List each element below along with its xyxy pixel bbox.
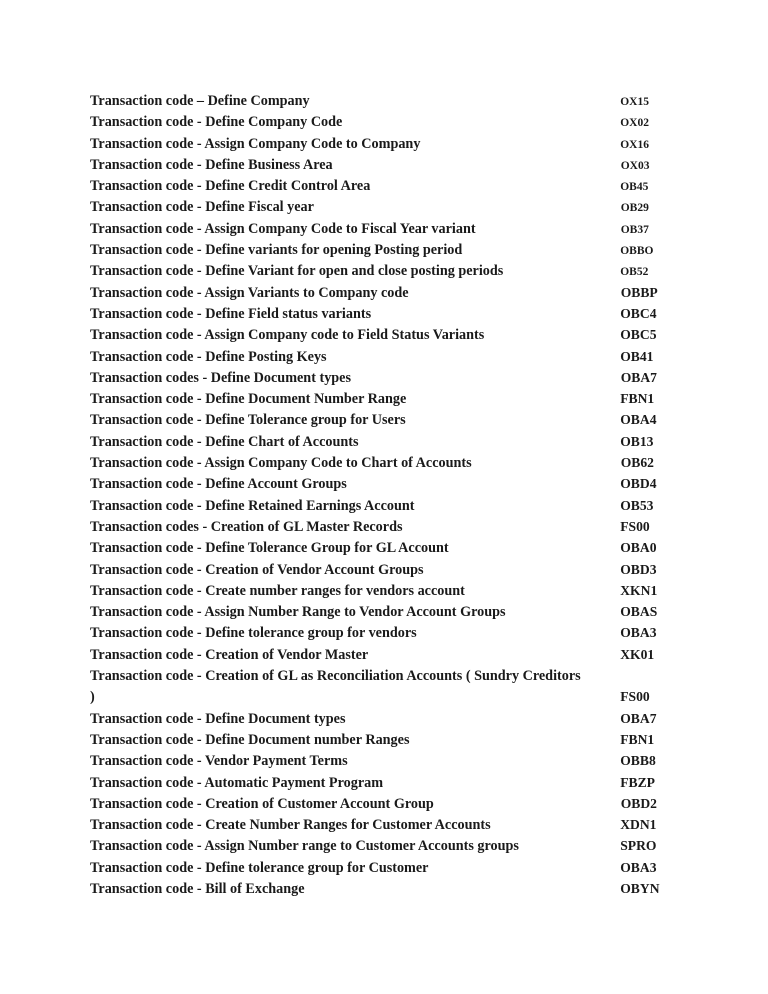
transaction-code: OBC4 — [620, 305, 657, 321]
transaction-description: Transaction code - Vendor Payment Terms — [90, 753, 348, 770]
transaction-description: Transaction code - Define Document Number Range — [90, 391, 407, 408]
transaction-code: SPRO — [620, 838, 657, 854]
transaction-description: Transaction code - Create Number Ranges for Customer Accounts — [90, 817, 491, 834]
transaction-row — [90, 370, 690, 391]
transaction-code: OB13 — [620, 433, 654, 449]
transaction-description: Transaction code - Define Variant for open and close posting periods — [90, 263, 504, 280]
transaction-code: OBA0 — [620, 540, 657, 556]
transaction-description: Transaction codes - Creation of GL Master Records — [90, 518, 403, 535]
transaction-code: OX16 — [620, 138, 649, 151]
transaction-description: Transaction code - Assign Number range to Customer Accounts groups — [90, 838, 519, 855]
transaction-code: FBZP — [620, 774, 655, 790]
transaction-row — [90, 391, 690, 412]
transaction-code: FBN1 — [620, 391, 655, 407]
transaction-row — [90, 625, 690, 646]
transaction-code: OBA7 — [620, 369, 657, 385]
transaction-code: OX15 — [620, 96, 649, 108]
transaction-description: Transaction code - Assign Company Code to Chart of Accounts — [90, 455, 472, 472]
transaction-description: Transaction code - Creation of Vendor Master — [90, 646, 369, 663]
transaction-description: Transaction code - Define Account Groups — [90, 476, 347, 493]
transaction-code: OX02 — [620, 117, 649, 130]
transaction-row — [90, 221, 690, 242]
transaction-row — [90, 732, 690, 753]
transaction-row — [90, 540, 690, 561]
transaction-description: Transaction code - Create number ranges for vendors account — [90, 582, 465, 599]
transaction-row — [90, 860, 690, 881]
transaction-row — [90, 199, 690, 220]
transaction-code: FS00 — [620, 689, 650, 705]
transaction-description: Transaction code - Define Document number Ranges — [90, 731, 410, 748]
transaction-description: Transaction code - Define Fiscal year — [90, 199, 314, 216]
transaction-description: Transaction code - Define tolerance group for vendors — [90, 625, 417, 642]
transaction-code: XKN1 — [620, 582, 658, 598]
transaction-description: Transaction code - Define Company Code — [90, 114, 343, 131]
transaction-row — [90, 711, 690, 732]
transaction-row — [90, 476, 690, 497]
transaction-row — [90, 412, 690, 433]
transaction-code: OB62 — [620, 455, 654, 471]
transaction-description: Transaction code - Define Chart of Accounts — [90, 433, 359, 450]
transaction-description: Transaction code - Define Retained Earnings Account — [90, 497, 415, 514]
transaction-row — [90, 434, 690, 455]
transaction-row — [90, 285, 690, 306]
transaction-code: OBBO — [620, 245, 654, 258]
transaction-description: Transaction code - Define Posting Keys — [90, 348, 327, 365]
transaction-code: OB45 — [620, 181, 649, 194]
transaction-code: OBA4 — [620, 412, 657, 428]
transaction-code-list — [90, 93, 690, 902]
transaction-code: OBA7 — [620, 710, 657, 726]
transaction-row — [90, 604, 690, 625]
transaction-code: OBB8 — [620, 753, 656, 769]
transaction-row — [90, 796, 690, 817]
transaction-description: Transaction code - Define tolerance group for Customer — [90, 859, 429, 876]
transaction-code: OBYN — [620, 880, 660, 896]
transaction-row — [90, 519, 690, 540]
transaction-row — [90, 881, 690, 902]
transaction-row — [90, 817, 690, 838]
transaction-description-continuation: ) — [90, 689, 95, 706]
transaction-description: Transaction code – Define Company — [90, 93, 310, 109]
transaction-row — [90, 498, 690, 519]
transaction-row-wrapped-line1 — [90, 668, 690, 689]
transaction-description: Transaction code - Assign Number Range to Vendor Account Groups — [90, 604, 506, 621]
transaction-description: Transaction code - Define Business Area — [90, 156, 333, 173]
transaction-row — [90, 349, 690, 370]
transaction-code: FBN1 — [620, 731, 655, 747]
transaction-row — [90, 93, 690, 114]
transaction-code: XDN1 — [620, 817, 657, 833]
transaction-description: Transaction code - Creation of Vendor Account Groups — [90, 561, 424, 578]
transaction-description: Transaction code - Define Credit Control Area — [90, 178, 371, 195]
transaction-description: Transaction code - Define Tolerance Group for GL Account — [90, 540, 449, 557]
transaction-code: OX03 — [620, 159, 650, 172]
transaction-description: Transaction code - Define variants for opening Posting period — [90, 242, 463, 259]
transaction-code: OBD3 — [620, 561, 657, 577]
transaction-code: OBBP — [620, 284, 658, 300]
transaction-description: Transaction code - Bill of Exchange — [90, 880, 305, 897]
transaction-description: Transaction code - Assign Variants to Company code — [90, 284, 409, 301]
transaction-row — [90, 562, 690, 583]
transaction-row — [90, 583, 690, 604]
transaction-description: Transaction code - Creation of GL as Reconciliation Accounts ( Sundry Creditors — [90, 668, 581, 685]
transaction-row — [90, 136, 690, 157]
transaction-code: OBD4 — [620, 476, 657, 492]
transaction-row — [90, 647, 690, 668]
transaction-description: Transaction code - Assign Company Code to Fiscal Year variant — [90, 220, 476, 237]
transaction-code: OB52 — [620, 266, 649, 279]
transaction-description: Transaction code - Define Tolerance group for Users — [90, 412, 406, 429]
transaction-code: OBA3 — [620, 859, 657, 875]
transaction-row — [90, 455, 690, 476]
transaction-description: Transaction code - Assign Company Code to Company — [90, 135, 421, 152]
transaction-description: Transaction code - Creation of Customer Account Group — [90, 795, 434, 812]
transaction-description: Transaction code - Define Field status variants — [90, 305, 372, 322]
transaction-row — [90, 114, 690, 135]
transaction-code: OB29 — [620, 202, 649, 215]
transaction-code: OBC5 — [620, 327, 657, 343]
transaction-code: OBAS — [620, 604, 658, 620]
transaction-code: OB41 — [620, 348, 654, 364]
transaction-row — [90, 775, 690, 796]
transaction-code: OB53 — [620, 497, 654, 513]
transaction-description: Transaction code - Define Document types — [90, 710, 346, 727]
transaction-code: OBA3 — [620, 625, 657, 641]
transaction-code: OBD2 — [620, 795, 657, 811]
transaction-row — [90, 306, 690, 327]
transaction-row — [90, 157, 690, 178]
transaction-description: Transaction code - Automatic Payment Program — [90, 774, 384, 791]
transaction-code: XK01 — [620, 646, 655, 662]
transaction-row-wrapped-line2 — [90, 689, 690, 710]
transaction-row — [90, 838, 690, 859]
transaction-row — [90, 263, 690, 284]
transaction-row — [90, 753, 690, 774]
transaction-row — [90, 178, 690, 199]
transaction-row — [90, 242, 690, 263]
transaction-code: FS00 — [620, 518, 650, 534]
transaction-row — [90, 327, 690, 348]
transaction-description: Transaction codes - Define Document types — [90, 369, 351, 386]
transaction-code: OB37 — [620, 223, 649, 236]
transaction-description: Transaction code - Assign Company code to Field Status Variants — [90, 327, 485, 344]
